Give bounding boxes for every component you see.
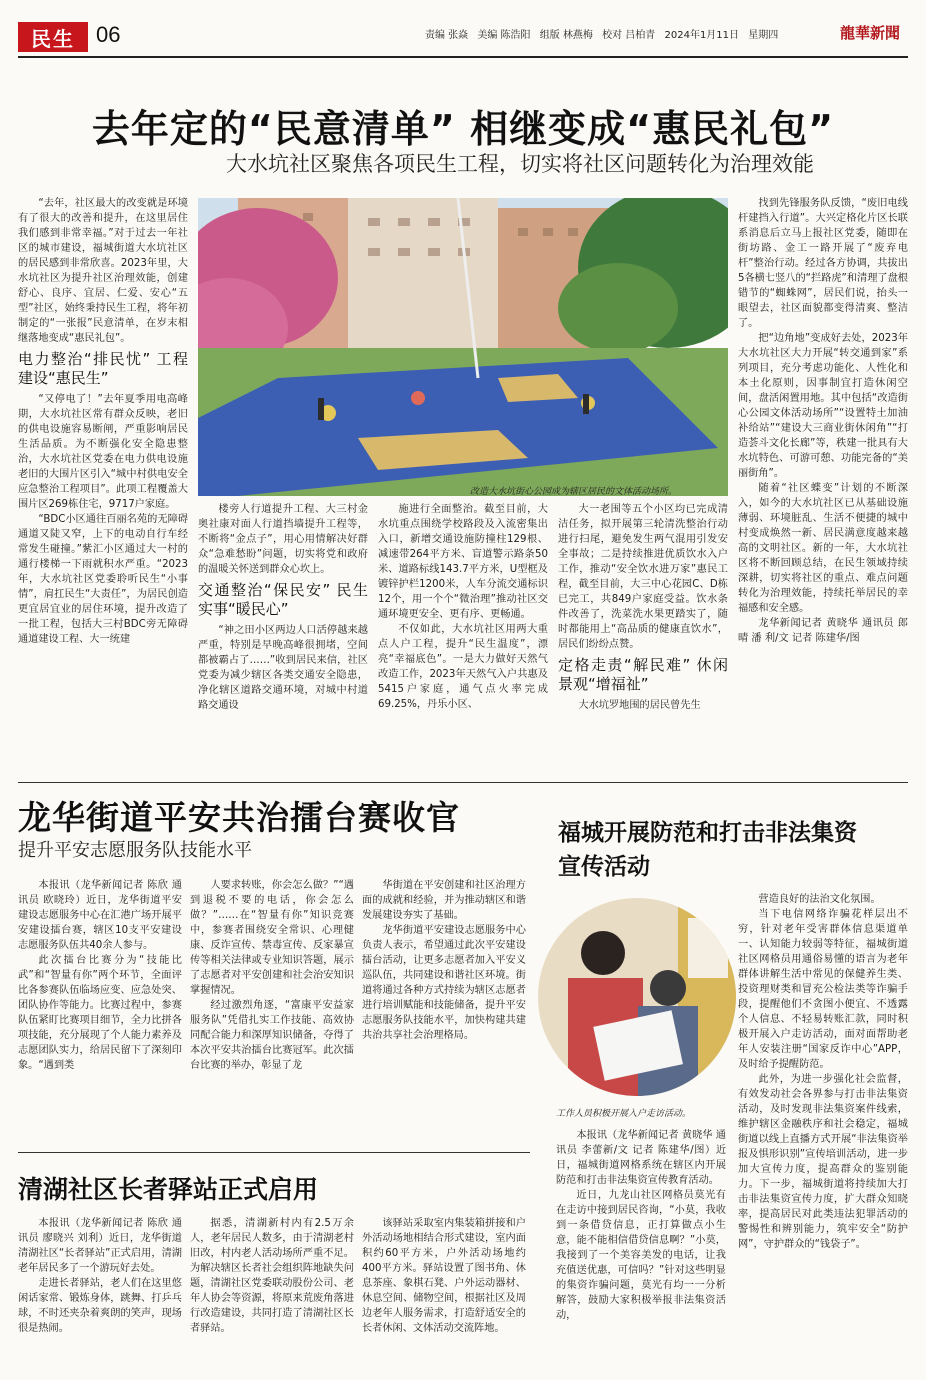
issue-date: 2024年1月11日: [664, 30, 740, 41]
paragraph: 人要求转账，你会怎么做？”“遇到退税不要的电话，你会怎么做？”……在“智量有你”知识竞赛中，参赛者围绕安全常识、心理健康、反诈宣传、禁毒宣传、反家暴宣传等相关法律或专业知识答题，展示了志愿者对平安创建和社会治安知识掌握情况。: [190, 880, 354, 996]
paragraph: “去年，社区最大的改变就是环境有了很大的改善和提升，在这里居住我们感到非常幸福。”对于过去一年社区的城市建设，福城街道大水坑社区的居民感到非常欣喜。2023年里，大水坑社区为提升社区治理效能，创建舒心、良序、宜居、仁爱、安心“五型”社区，始终秉持民生工程，将年初制定的“一张报”民意清单，在岁末相继落地变成“惠民礼包”。: [18, 198, 188, 344]
paragraph: 营造良好的法治文化氛围。: [758, 894, 881, 905]
section-tag: 民生: [18, 22, 88, 52]
header-divider: [18, 56, 908, 58]
paragraph: 大一老围等五个小区均已完成清洁任务，拟开展第三轮清洗整治行动进行扫尾，避免发生两气混用引发安全事故；二是持续推进优质饮水入户工作，推动“安全饮水进万家”惠民工程，截至目前，大三中心花园C、D栋已完工，共849户家庭受益。饮水条件改善了，洗菜洗水果更踏实了，随时都能用上“高品质的健康直饮水”，居民们纷纷点赞。: [558, 504, 728, 650]
paragraph: 施进行全面整治。截至目前，大水坑重点围绕学校路段及入流密集出入口，新增交通设施防撞柱129根、减速带264平方米、盲道警示路条50米、道路标线143.7平方米，U型框及镀锌护栏1200米，人车分流交通标识12个，用一个个“微治理”推动社区交通环境更安全、更有序、更畅通。: [378, 504, 548, 620]
paragraph: “BDC小区通往百丽名苑的无障碍通道又陡又窄，上下的电动自行车经常发生碰撞。”紫汇小区通过大一村的通行楼梯一下雨就积水严重。“2023年，大水坑社区党委聆听民生“小事情”，肩扛民生“大责任”，为居民创造更宜居宜业的居住环境，提升改造了一批工程，包括大三村BDC旁无障碍通道建设工程、大一统建: [18, 514, 188, 645]
outreach-photo-illustration: [538, 898, 736, 1096]
paragraph: 本报讯（龙华新闻记者 黄晓华 通讯员 李蕾新/文 记者 陈建华/图）近日，福城街道网格系统在辖区内开展防范和打击非法集资宣传教育活动。: [556, 1130, 726, 1186]
editor-credit: 责编 张焱: [425, 30, 469, 41]
article2-headline: 龙华街道平安共治擂台赛收官: [18, 798, 460, 837]
paragraph: 此外，为进一步强化社会监督，有效发动社会各界参与打击非法集资活动，及时发现非法集资案件线索，维护辖区金融秩序和社会稳定，福城街道以线上直播方式开展“非法集资举报及惧形识别”宣传培训活动，进一步加大宣传力度，提高群众的鉴别能力。下一步，福城街道将持续加大打击非法集资宣传力度，扩大群众知晓率，提高居民对此类违法犯罪活动的警惕性和辨别能力，筑牢安全“防护网”，守护群众的“钱袋子”。: [738, 1074, 908, 1250]
newspaper-logo: 龍華新聞: [840, 24, 901, 42]
section-heading: 定格走责“解民难” 休闲景观“增福祉”: [558, 656, 728, 693]
paragraph: 当下电信网络诈骗花样层出不穷，针对老年受害群体信息渠道单一、认知能力较弱等特征，福城街道社区网格员用通俗易懂的语言为老年群体讲解生活中常见的保健养生类、投资理财类和冒充公检法类等诈骗手段，提醒他们不贪图小便宜、不透露个人信息、不轻易转账汇款，同时积极开展入户走访活动，面对面帮助老年人安装注册“国家反诈中心”APP，及时给予提醒防范。: [738, 909, 908, 1070]
article1-column-4: [558, 502, 728, 776]
article2-column-2: [190, 878, 354, 1140]
article1-column-5: [738, 196, 908, 776]
article1-column-1: [18, 196, 188, 776]
article3-headline: 福城开展防范和打击非法集资宣传活动: [558, 820, 857, 880]
layout-credit: 组版 林燕梅: [539, 30, 593, 41]
outreach-photo: [538, 898, 736, 1096]
park-photo-illustration: [198, 198, 728, 496]
article3-column-1: [556, 1128, 726, 1368]
paragraph: “神之田小区两边人口活停越来越严重，特别是早晚高峰很拥堵，空间都被霸占了……”收到居民来信，社区党委为减少辖区各类交通安全隐患，净化辖区道路交通环境，对城中村道路交通设: [198, 625, 368, 711]
section-heading: 交通整治“保民安” 民生实事“暖民心”: [198, 581, 368, 618]
paragraph: 把“边角地”变成好去处，2023年大水坑社区大力开展“转交通到家”系列项目，充分考虑功能化、人性化和本土化原则，因事制宜打造休闲空间，盘活闲置用地。其中包括“改造街心公园文体活动场所”“设置特土加油补给站”“建设大三商业街休闲角”“打造荟斗文化长廊”等，秩建一批具有大水坑特色、可游可憩、功能完备的“美丽街角”。: [738, 333, 908, 479]
article1-subheadline: 大水坑社区聚焦各项民生工程，切实将社区问题转化为治理效能: [226, 152, 814, 176]
article2-column-1: [18, 878, 182, 1140]
article1-column-2: [198, 502, 368, 776]
paragraph: 该驿站采取室内集装箱拼接和户外活动场地相结合形式建设，室内面积约60平方米，户外活动场地约400平方米。驿站设置了图书角、休息茶座、象棋石凳、户外运动器材、休息空间、储物空间，根据社区及周边老年人服务需求，打造舒适安全的长者休闲、文体活动交流阵地。: [362, 1218, 526, 1334]
issue-weekday: 星期四: [748, 30, 779, 41]
article4-column-3: [362, 1216, 526, 1366]
paragraph: 不仅如此，大水坑社区用两大重点人户工程，提升“民生温度”，漂亮“幸福底色”。一是大力做好天然气改造工作，2023年天然气入户共惠及5415户家庭，通气点火率完成69.25%，丹乐小区、: [378, 624, 548, 710]
paragraph: 近日，九龙山社区网格员莫光有在走访中接到居民咨询，“小莫，我收到一条借贷信息，正打算做点小生意，能不能相信借贷信息啊？”小莫，我接到了一个美容美发的电话，让我充值送优惠，可信吗？”针对这些明显的集资诈骗问题，莫光有均一一分析解答，鼓励大家积极举报非法集资活动，: [556, 1190, 726, 1321]
section-heading: 电力整治“排民忧” 工程建设“惠民生”: [18, 350, 188, 387]
article2-subheadline: 提升平安志愿服务队技能水平: [18, 840, 252, 861]
paragraph: 华街道在平安创建和社区治理方面的成就和经验，并为推动辖区和谐发展建设夯实了基础。: [362, 880, 526, 921]
art-credit: 美编 陈浩阳: [477, 30, 531, 41]
paragraph: 本报讯（龙华新闻记者 陈欣 通讯员 欧晓玲）近日，龙华街道平安建设志愿服务中心在汇港广场开展平安建设擂台赛，辖区10支平安建设志愿服务队伍共40余人参与。: [18, 880, 182, 951]
article3-photo-caption: 工作人员积极开展入户走访活动。: [556, 1109, 692, 1119]
article1-column-3: [378, 502, 548, 776]
article3-column-2: [738, 892, 908, 1368]
paragraph: 找到先锋服务队反馈，“废旧电线杆建挡入行道”。大兴定格化片区长联系消息后立马上报社区党委，随即在街坊路、金工一路开展了“废弃电杆”整治行动。经过各方协调，共拔出5各横七竖八的“拦路虎”和清理了盘根错节的“蜘蛛网”，居民们说，抬头一眼望去，社区面貌都变得清爽、整洁了。: [738, 198, 908, 329]
park-photo: [198, 198, 728, 496]
paragraph: 随着“社区蝶变”计划的不断深入，如今的大水坑社区已从基础设施薄弱、环境脏乱、生活不便捷的城中村变成焕然一新、居民满意度越来越高的文明社区。新的一年，大水坑社区将不断回顾总结，在民生领域持续深耕，切实将社区的重点、难点问题转化为治理效能，持续托举居民的幸福感和安全感。: [738, 483, 908, 614]
article1-headline: 去年定的“民意清单” 相继变成“惠民礼包”: [91, 107, 835, 151]
section-divider: [18, 1152, 530, 1153]
paragraph: 走进长者驿站，老人们在这里悠闲话家常、锻炼身体，跳舞、打乒乓球，不时还夹杂着爽朗的笑声，现场很是热闹。: [18, 1278, 182, 1334]
paragraph: 本报讯（龙华新闻记者 陈欣 通讯员 廖晓兴 刘利）近日，龙华街道清湖社区“长者驿站”正式启用，清湖老年居民多了一个游玩好去处。: [18, 1218, 182, 1274]
paragraph: 此次擂台比赛分为“技能比武”和“智量有你”两个环节，全面评比各参赛队伍临场应变、应急处突、团队协作等能力。比赛过程中，参赛队伍紧盯比赛项目细节，全力比拼各项技能，充分展现了个人能力素养及志愿团队实力，给居民留下了深刻印象。“遇到类: [18, 955, 182, 1071]
section-divider: [18, 782, 908, 783]
paragraph: “又停电了！”去年夏季用电高峰期，大水坑社区常有群众反映，老旧的供电设施容易断闸，严重影响居民生活品质。为不断强化安全隐患整治，大水坑社区党委在电力供电设施老旧的大围片区引入“城中村供电安全应急整治工程项目”。此项工程覆盖大围片区269栋住宅，9717户家庭。: [18, 394, 188, 510]
staff-credits: [425, 26, 784, 41]
article4-column-2: [190, 1216, 354, 1366]
paragraph: 楼旁人行道提升工程、大三村金奥社康对面人行道挡墙提升工程等，不断将“金点子”，用心用情解决好群众“急难愁盼”问题，切实将党和政府的温暖关怀送到群众心坎上。: [198, 504, 368, 575]
article1-photo-caption: 改造大水坑街心公园成为辖区居民的文体活动场所。: [470, 487, 678, 497]
byline: 龙华新闻记者 黄晓华 通讯员 郎 晴 潘 利/文 记者 陈建华/图: [738, 618, 908, 644]
article4-column-1: [18, 1216, 182, 1366]
proof-credit: 校对 吕柏青: [602, 30, 656, 41]
paragraph: 据悉，清湖新村内有2.5万余人，老年居民人数多，由于清湖老村旧改，村内老人活动场所严重不足。为解决辖区长者社会组织阵地缺失问题，清湖社区党委联动股份公司、老年人协会等资源，将原来荒废角落进行改造建设，共同打造了清湖社区长者驿站。: [190, 1218, 354, 1334]
article2-column-3: [362, 878, 526, 1140]
page-number: 06: [96, 22, 121, 47]
paragraph: 龙华街道平安建设志愿服务中心负责人表示，希望通过此次平安建设擂台活动，让更多志愿者加入平安义巡队伍，共同建设和谐社区环境。街道将通过各种方式持续为辖区志愿者进行培训赋能和技能储备，提升平安志愿服务队技能水平，加快构建共建共治共享社会治理格局。: [362, 925, 526, 1041]
paragraph: 大水坑罗地围的居民曾先生: [578, 700, 701, 711]
paragraph: 经过激烈角逐，“富康平安益家服务队”凭借扎实工作技能、高效协同配合能力和深厚知识储备，夺得了本次平安共治擂台比赛冠军。此次擂台比赛的举办，彰显了龙: [190, 1000, 354, 1071]
article4-headline: 清湖社区长者驿站正式启用: [18, 1175, 319, 1204]
